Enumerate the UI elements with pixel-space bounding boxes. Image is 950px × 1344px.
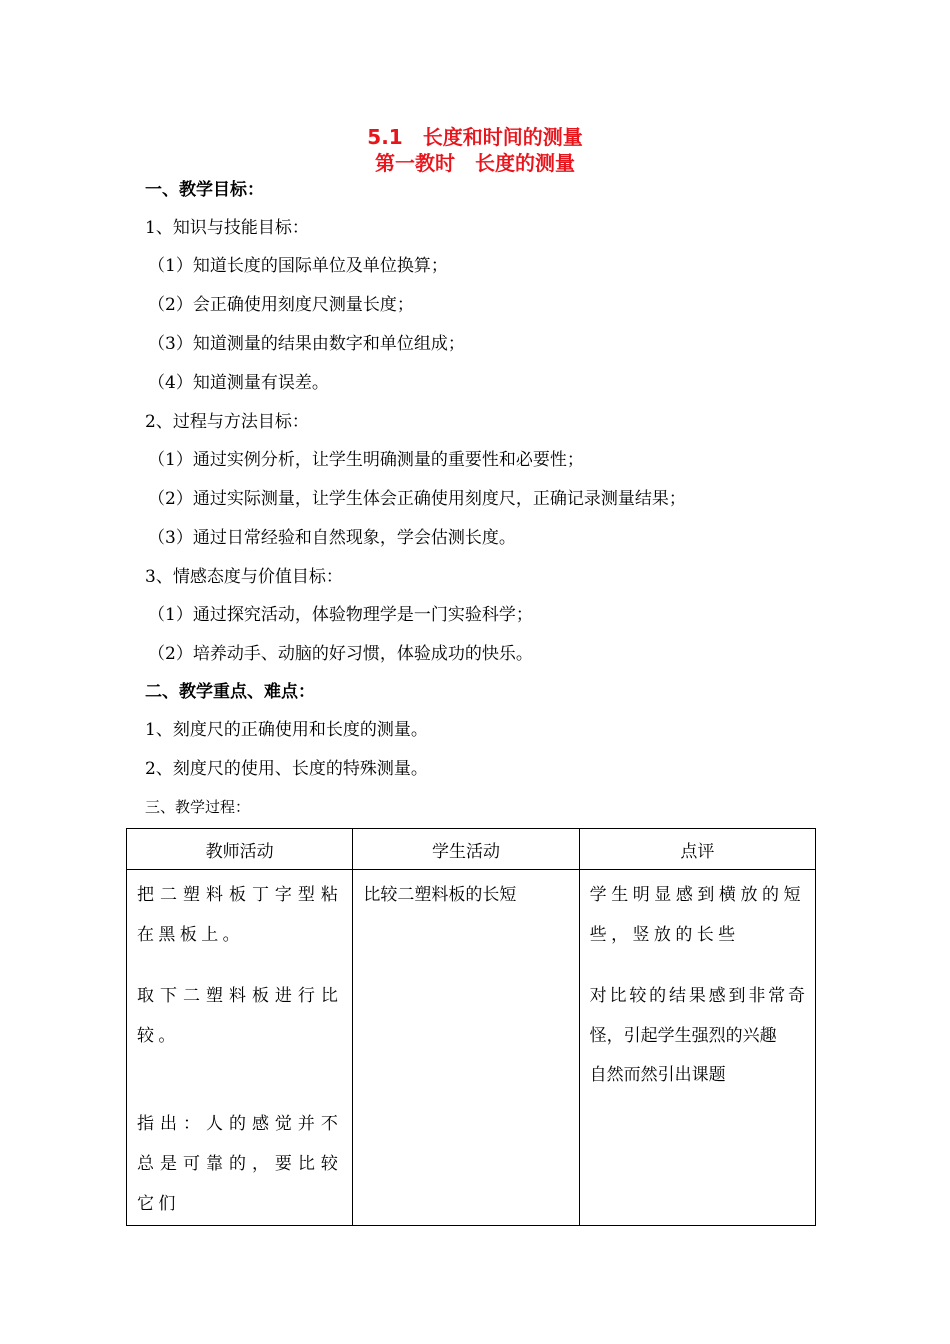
key-point-item: 1、刻度尺的正确使用和长度的测量。 — [145, 720, 428, 740]
teacher-activity-text: 取下二塑料板进行比较。 — [137, 986, 343, 1046]
student-activity-text: 比较二塑料板的长短 — [363, 885, 517, 905]
lesson-title: 5.1 长度和时间的测量 — [367, 125, 583, 149]
goal-process-label: 2、过程与方法目标： — [145, 412, 309, 432]
header-teacher-activity: 教师活动 — [127, 829, 353, 870]
teacher-activity-text: 指出：人的感觉并不总是可靠的，要比较它们 — [137, 1114, 343, 1214]
goal-knowledge-label: 1、知识与技能目标： — [145, 218, 309, 238]
comment-text: 对比较的结果感到非常奇怪，引起学生强烈的兴趣 — [589, 986, 805, 1046]
teacher-activity-text: 把二塑料板丁字型粘在黑板上。 — [137, 885, 343, 945]
section-heading-objectives: 一、教学目标： — [145, 180, 264, 200]
goal-attitude-item: （1）通过探究活动，体验物理学是一门实验科学； — [148, 605, 533, 625]
table-row — [127, 870, 816, 1226]
key-point-item: 2、刻度尺的使用、长度的特殊测量。 — [145, 759, 428, 779]
goal-attitude-label: 3、情感态度与价值目标： — [145, 567, 343, 587]
goal-process-item: （3）通过日常经验和自然现象，学会估测长度。 — [148, 528, 516, 548]
section-heading-process: 三、教学过程： — [145, 798, 251, 816]
goal-knowledge-item: （3）知道测量的结果由数字和单位组成； — [148, 334, 465, 354]
goal-knowledge-item: （4）知道测量有误差。 — [148, 373, 329, 393]
teacher-activity-cell — [127, 870, 353, 1226]
goal-process-item: （1）通过实例分析，让学生明确测量的重要性和必要性； — [148, 450, 584, 470]
teaching-process-table — [126, 828, 816, 1226]
comment-cell — [579, 870, 815, 1226]
goal-knowledge-item: （2）会正确使用刻度尺测量长度； — [148, 295, 414, 315]
header-comment: 点评 — [579, 829, 815, 870]
header-student-activity: 学生活动 — [353, 829, 579, 870]
goal-knowledge-item: （1）知道长度的国际单位及单位换算； — [148, 256, 448, 276]
comment-text: 学生明显感到横放的短些，竖放的长些 — [589, 885, 805, 945]
section-heading-key-points: 二、教学重点、难点： — [145, 682, 315, 702]
table-header-row — [127, 829, 816, 870]
goal-attitude-item: （2）培养动手、动脑的好习惯，体验成功的快乐。 — [148, 644, 533, 664]
lesson-subtitle: 第一教时 长度的测量 — [375, 151, 575, 175]
student-activity-cell — [353, 870, 579, 1226]
comment-text: 自然而然引出课题 — [589, 1065, 726, 1085]
goal-process-item: （2）通过实际测量，让学生体会正确使用刻度尺，正确记录测量结果； — [148, 489, 686, 509]
